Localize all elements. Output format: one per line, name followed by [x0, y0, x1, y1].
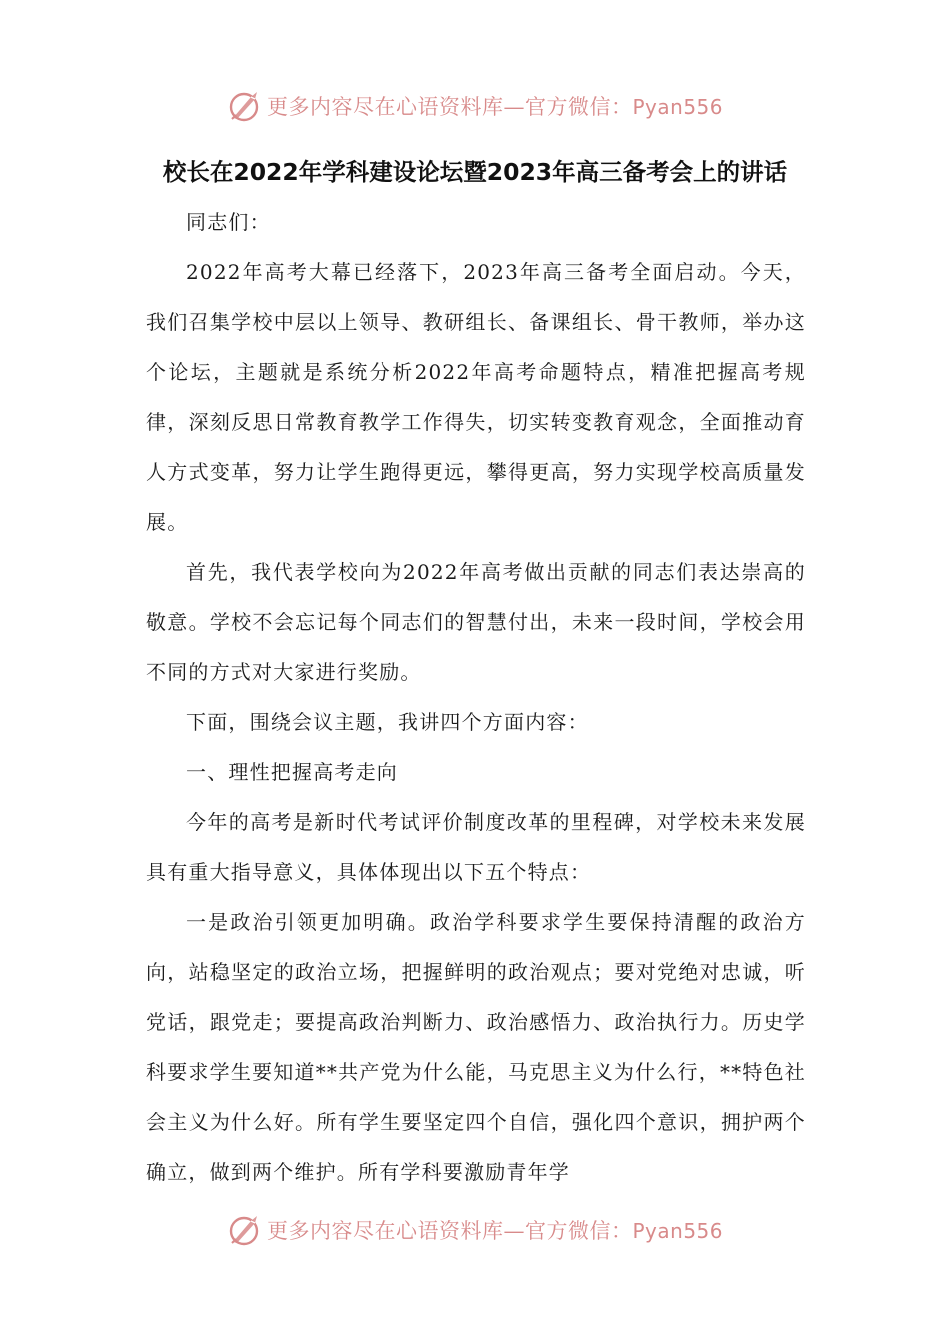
document-title: 校长在2022年学科建设论坛暨2023年高三备考会上的讲话 — [162, 158, 788, 186]
paragraph: 下面，围绕会议主题，我讲四个方面内容： — [186, 710, 589, 734]
watermark-account: Pyan556 — [632, 1219, 723, 1243]
watermark-text: 更多内容尽在心语资料库—官方微信：Pyan556 — [266, 95, 723, 119]
watermark-account: Pyan556 — [632, 95, 723, 119]
watermark-banner-bottom — [0, 1208, 950, 1252]
paragraph: 今年的高考是新时代考试评价制度改革的里程碑，对学校未来发展具有重大指导意义，具体体现出以下五个特点： — [146, 810, 806, 884]
salutation: 同志们： — [186, 210, 271, 234]
pen-logo-icon — [227, 88, 263, 124]
paragraph: 一是政治引领更加明确。政治学科要求学生要保持清醒的政治方向，站稳坚定的政治立场，把握鲜明的政治观点；要对党绝对忠诚，听党话，跟党走；要提高政治判断力、政治感悟力、政治执行力。历史学科要求学生要知道**共产党为什么能，马克思主义为什么行，**特色社会主义为什么好。所有学生要坚定四个自信，强化四个意识，拥护两个确立，做到两个维护。所有学科要激励青年学 — [146, 910, 806, 1184]
pen-logo-icon — [227, 1212, 263, 1248]
document-body — [146, 197, 806, 1197]
paragraph: 2022年高考大幕已经落下，2023年高三备考全面启动。今天，我们召集学校中层以上领导、教研组长、备课组长、骨干教师，举办这个论坛，主题就是系统分析2022年高考命题特点，精准把握高考规律，深刻反思日常教育教学工作得失，切实转变教育观念，全面推动育人方式变革，努力让学生跑得更远，攀得更高，努力实现学校高质量发展。 — [146, 260, 806, 534]
watermark-text: 更多内容尽在心语资料库—官方微信：Pyan556 — [266, 1219, 723, 1243]
watermark-banner-top — [0, 84, 950, 128]
section-heading: 一、理性把握高考走向 — [186, 760, 398, 784]
paragraph: 首先，我代表学校向为2022年高考做出贡献的同志们表达崇高的敬意。学校不会忘记每个同志们的智慧付出，未来一段时间，学校会用不同的方式对大家进行奖励。 — [146, 560, 806, 684]
